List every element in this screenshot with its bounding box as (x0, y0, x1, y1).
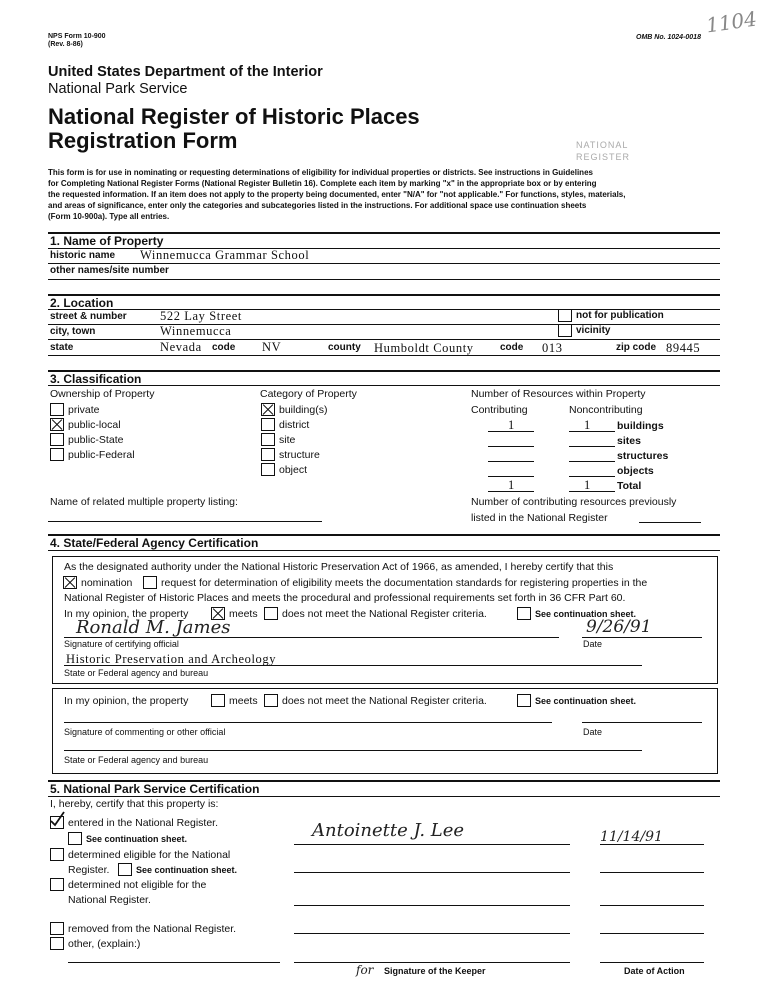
street-label: street & number (50, 311, 127, 322)
section5-heading: 5. National Park Service Certification (50, 782, 260, 796)
not-for-publication-checkbox[interactable] (558, 309, 572, 322)
noncontributing-header: Noncontributing (569, 404, 643, 416)
state-code-value[interactable]: NV (262, 340, 282, 354)
resources-label: Number of Resources within Property (471, 388, 646, 400)
private-label: private (68, 404, 100, 416)
comment-date-label: Date (583, 727, 603, 737)
received-stamp-line2: REGISTER (576, 152, 631, 162)
county-code-value[interactable]: 013 (542, 341, 563, 355)
opinion-label: In my opinion, the property (64, 608, 189, 620)
county-value[interactable]: Humboldt County (374, 341, 474, 355)
form-title-line2: Registration Form (48, 128, 238, 153)
private-checkbox[interactable] (50, 403, 64, 416)
not-for-publication-label: not for publication (576, 310, 664, 321)
state-value[interactable]: Nevada (160, 340, 202, 354)
instruction-line: for Completing National Register Forms (National Register Bulletin 16). Complete each item by marking "x" in the appropriate box or by entering (48, 179, 597, 188)
ownership-label: Ownership of Property (50, 388, 155, 400)
cert-continuation-label: See continuation sheet. (535, 609, 637, 619)
objects-row-label: objects (617, 465, 654, 477)
other-label: other, (explain:) (68, 938, 141, 950)
instruction-line: the requested information. If an item does not apply to the property being documented, enter "N/A" for "not applicable." For functions, styles, materials, (48, 190, 626, 199)
form-revision: (Rev. 8-86) (48, 41, 83, 48)
keeper-signature: Antoinette J. Lee (312, 820, 465, 841)
keeper-date: 11/14/91 (600, 829, 663, 845)
determined-eligible-label-line2: Register. (68, 864, 110, 876)
historic-name-value[interactable]: Winnemucca Grammar School (140, 248, 310, 262)
structure-label: structure (279, 449, 320, 461)
site-checkbox[interactable] (261, 433, 275, 446)
structure-checkbox[interactable] (261, 448, 275, 461)
county-code-label: code (500, 342, 524, 353)
comment-does-not-meet-label: does not meet the National Register criteria. (282, 695, 487, 707)
cert-continuation-checkbox[interactable] (517, 607, 531, 620)
previously-listed-line1: Number of contributing resources previously (471, 496, 677, 508)
instruction-line: This form is for use in nominating or requesting determinations of eligibility for individual properties or districts. See instructions in Guidelines (48, 168, 593, 177)
corner-handwriting: 1104 (704, 6, 759, 38)
request-checkbox[interactable] (143, 576, 157, 589)
city-label: city, town (50, 326, 96, 337)
determined-eligible-checkbox[interactable] (50, 848, 64, 861)
other-names-label: other names/site number (50, 265, 169, 276)
cert-paragraph-line1: As the designated authority under the National Historic Preservation Act of 1966, as amended, I hereby certify that this (64, 561, 614, 573)
determined-not-eligible-checkbox[interactable] (50, 878, 64, 891)
keeper-signature-label: Signature of the Keeper (384, 966, 486, 976)
historic-name-label: historic name (50, 250, 116, 261)
received-stamp-line1: NATIONAL (576, 140, 629, 150)
other-checkbox[interactable] (50, 937, 64, 950)
determined-eligible-label-line1: determined eligible for the National (68, 849, 231, 861)
comment-continuation-checkbox[interactable] (517, 694, 531, 707)
public-local-label: public-local (68, 419, 121, 431)
category-label: Category of Property (260, 388, 357, 400)
meets-label: meets (229, 608, 258, 620)
removed-label: removed from the National Register. (68, 923, 237, 935)
certifying-signature: Ronald M. James (76, 617, 231, 638)
keeper-certify-label: I, hereby, certify that this property is: (50, 798, 219, 810)
public-federal-label: public-Federal (68, 449, 135, 461)
contrib-total[interactable]: 1 (508, 478, 515, 492)
buildings-row-label: buildings (617, 420, 664, 432)
sites-row-label: sites (617, 435, 641, 447)
eligible-continuation-checkbox[interactable] (118, 863, 132, 876)
nomination-checkbox[interactable] (63, 576, 77, 589)
entered-checkbox[interactable] (50, 816, 64, 829)
service-name: National Park Service (48, 81, 188, 97)
entered-continuation-checkbox[interactable] (68, 832, 82, 845)
cert-paragraph-line3: National Register of Historic Places and meets the procedural and professional requirements set forth in 36 CFR Part 60. (64, 592, 626, 604)
section1-heading: 1. Name of Property (50, 234, 164, 248)
comment-signature-label: Signature of commenting or other official (64, 727, 226, 737)
noncontrib-total[interactable]: 1 (584, 478, 591, 492)
public-local-checkbox[interactable] (50, 418, 64, 431)
public-federal-checkbox[interactable] (50, 448, 64, 461)
comment-agency-label: State or Federal agency and bureau (64, 755, 209, 765)
zip-value[interactable]: 89445 (666, 341, 701, 355)
contrib-buildings[interactable]: 1 (508, 418, 515, 432)
instruction-line: and areas of significance, enter only the categories and subcategories listed in the instructions. For additional space use continuation sheets (48, 201, 587, 210)
section4-heading: 4. State/Federal Agency Certification (50, 536, 259, 550)
public-state-label: public-State (68, 434, 124, 446)
vicinity-checkbox[interactable] (558, 324, 572, 337)
state-label: state (50, 342, 74, 353)
buildings-category-label: building(s) (279, 404, 328, 416)
related-listing-label: Name of related multiple property listing: (50, 496, 238, 508)
does-not-meet-checkbox[interactable] (264, 607, 278, 620)
nomination-label: nomination (81, 577, 133, 589)
comment-does-not-meet-checkbox[interactable] (264, 694, 278, 707)
certifying-date: 9/26/91 (586, 617, 652, 637)
object-checkbox[interactable] (261, 463, 275, 476)
structures-row-label: structures (617, 450, 669, 462)
contributing-header: Contributing (471, 404, 528, 416)
state-code-label: code (212, 342, 236, 353)
checkmark-icon (49, 811, 65, 827)
not-eligible-label-line2: National Register. (68, 894, 151, 906)
district-checkbox[interactable] (261, 418, 275, 431)
buildings-checkbox[interactable] (261, 403, 275, 416)
previously-listed-line2: listed in the National Register (471, 512, 608, 524)
county-label: county (328, 342, 361, 353)
for-annotation: for (356, 963, 374, 977)
form-number: NPS Form 10-900 (48, 33, 106, 40)
certifying-date-label: Date (583, 639, 603, 649)
omb-number: OMB No. 1024-0018 (636, 34, 701, 41)
entered-continuation-label: See continuation sheet. (86, 834, 188, 844)
certifying-signature-label: Signature of certifying official (64, 639, 179, 649)
total-row-label: Total (617, 480, 642, 492)
section3-heading: 3. Classification (50, 372, 142, 386)
city-value[interactable]: Winnemucca (160, 324, 232, 338)
entered-label: entered in the National Register. (68, 817, 219, 829)
certifying-agency-value[interactable]: Historic Preservation and Archeology (66, 652, 277, 666)
comment-meets-checkbox[interactable] (211, 694, 225, 707)
removed-checkbox[interactable] (50, 922, 64, 935)
street-value[interactable]: 522 Lay Street (160, 309, 242, 323)
site-label: site (279, 434, 296, 446)
not-eligible-label-line1: determined not eligible for the (68, 879, 207, 891)
comment-opinion-label: In my opinion, the property (64, 695, 189, 707)
noncontrib-buildings[interactable]: 1 (584, 418, 591, 432)
district-label: district (279, 419, 310, 431)
comment-meets-label: meets (229, 695, 258, 707)
section2-heading: 2. Location (50, 296, 114, 310)
date-of-action-label: Date of Action (624, 966, 685, 976)
public-state-checkbox[interactable] (50, 433, 64, 446)
cert-paragraph-line2: request for determination of eligibility meets the documentation standards for registering properties in the (161, 577, 648, 589)
eligible-continuation-label: See continuation sheet. (136, 865, 238, 875)
department-name: United States Department of the Interior (48, 64, 323, 80)
certifying-agency-label: State or Federal agency and bureau (64, 668, 209, 678)
does-not-meet-label: does not meet the National Register criteria. (282, 608, 487, 620)
form-title-line1: National Register of Historic Places (48, 104, 420, 129)
instruction-line: (Form 10-900a). Type all entries. (48, 212, 170, 221)
object-label: object (279, 464, 308, 476)
zip-label: zip code (616, 342, 657, 353)
vicinity-label: vicinity (576, 325, 611, 336)
comment-continuation-label: See continuation sheet. (535, 696, 637, 706)
